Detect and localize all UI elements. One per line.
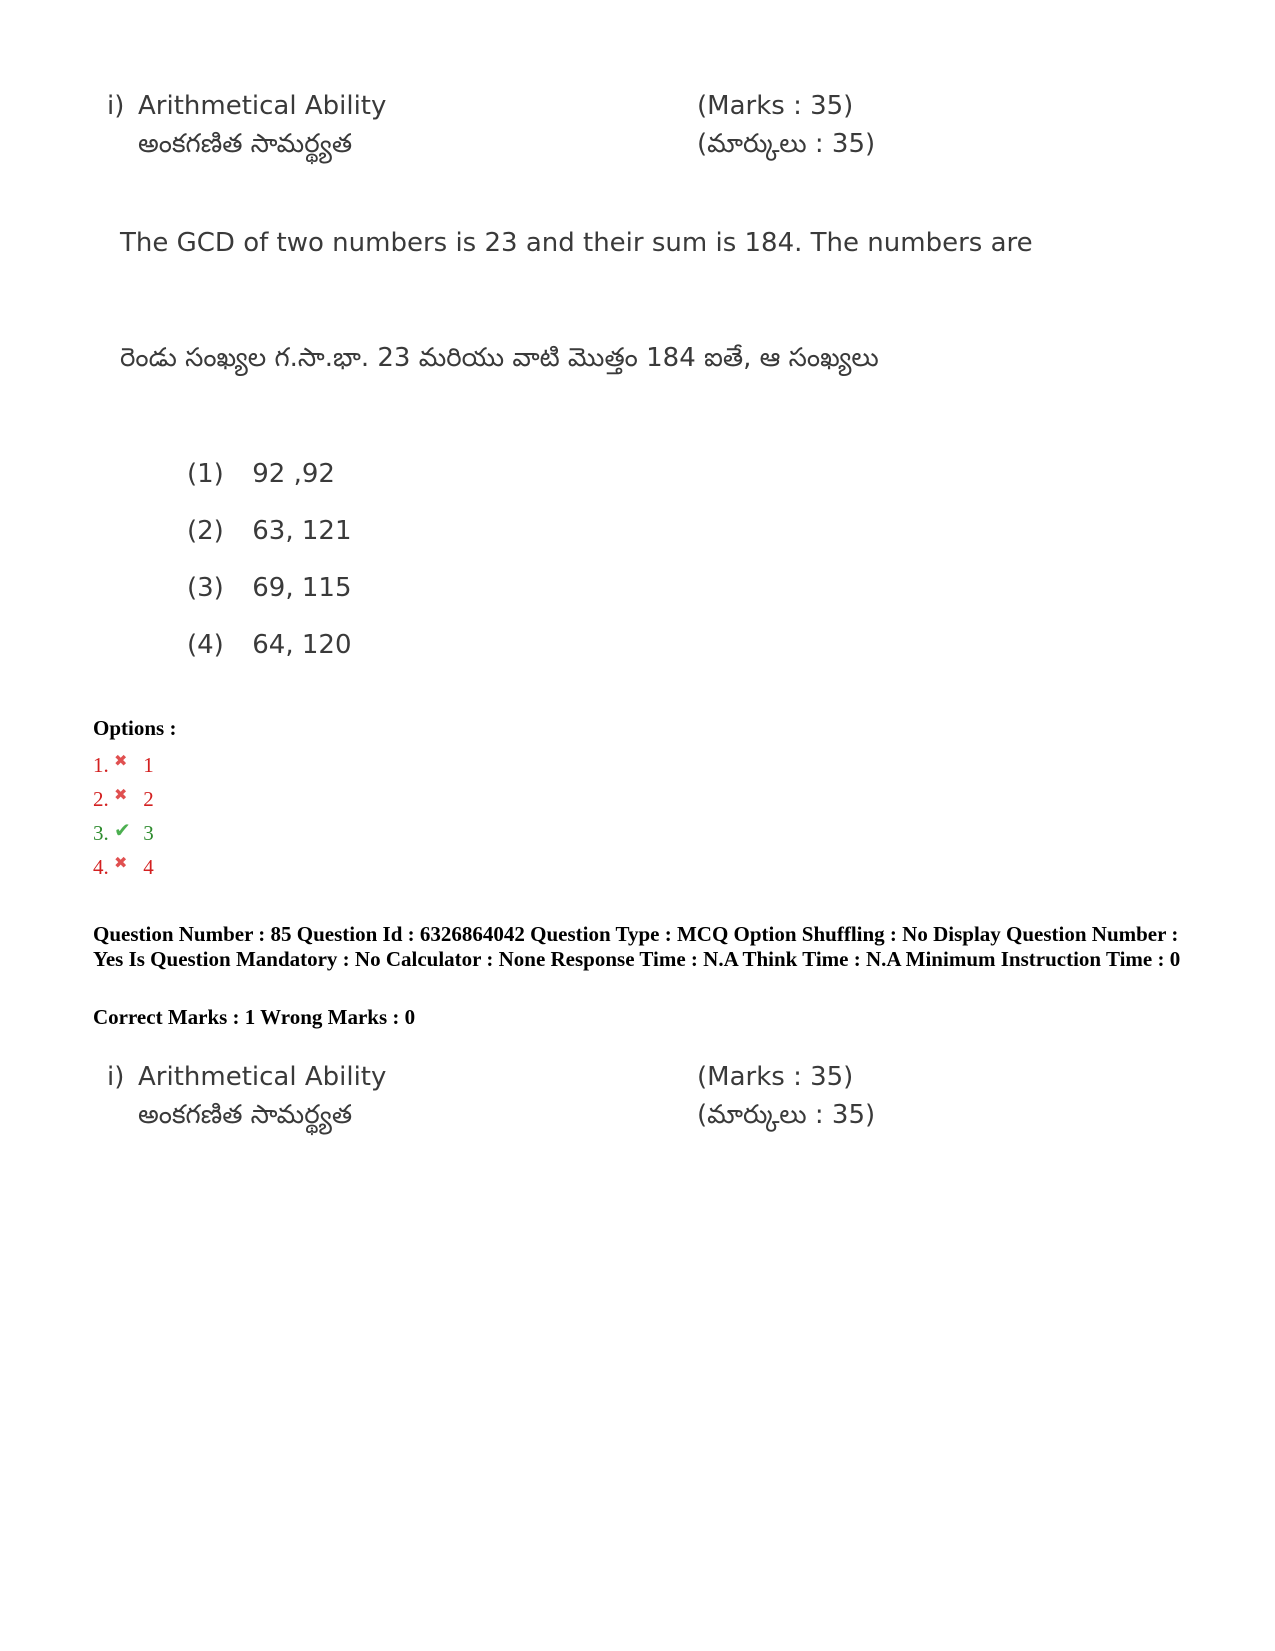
options-list (93, 748, 154, 884)
section-header-2 (107, 1058, 1107, 1134)
section-title-en: Arithmetical Ability (138, 91, 387, 121)
choice-text: 64, 120 (252, 630, 352, 660)
choice-number: (1) (187, 459, 224, 489)
section-title-en: Arithmetical Ability (138, 1062, 387, 1092)
section-number: i) (107, 1062, 125, 1092)
section-title-te: అంకగణిత సామర్థ్యత (138, 1100, 353, 1130)
section-marks-en: (Marks : 35) (697, 1062, 854, 1092)
choice-item (187, 630, 352, 687)
section-number: i) (107, 91, 125, 121)
choice-text: 63, 121 (252, 516, 352, 546)
option-index: 4. (93, 855, 109, 879)
question-text-en: The GCD of two numbers is 23 and their sum is 184. The numbers are (120, 228, 1033, 258)
choice-number: (3) (187, 573, 224, 603)
cross-icon: ✖ (114, 855, 128, 872)
options-label: Options : (93, 716, 177, 740)
question-choices (187, 459, 352, 687)
cross-icon: ✖ (114, 753, 128, 770)
choice-number: (4) (187, 630, 224, 660)
option-value: 3 (143, 821, 154, 845)
choice-item (187, 573, 352, 630)
option-value: 4 (143, 855, 154, 879)
option-value: 2 (143, 787, 154, 811)
choice-text: 69, 115 (252, 573, 352, 603)
section-marks-te: (మార్కులు : 35) (697, 1100, 876, 1130)
option-item (93, 748, 154, 782)
option-index: 2. (93, 787, 109, 811)
check-icon: ✔ (114, 820, 131, 842)
choice-item (187, 516, 352, 573)
cross-icon: ✖ (114, 787, 128, 804)
marks-info: Correct Marks : 1 Wrong Marks : 0 (93, 1005, 416, 1029)
choice-number: (2) (187, 516, 224, 546)
section-marks-te: (మార్కులు : 35) (697, 129, 876, 159)
option-index: 3. (93, 821, 109, 845)
option-index: 1. (93, 753, 109, 777)
section-marks-en: (Marks : 35) (697, 91, 854, 121)
choice-text: 92 ,92 (252, 459, 335, 489)
choice-item (187, 459, 352, 516)
question-text-te: రెండు సంఖ్యల గ.సా.భా. 23 మరియు వాటి మొత్తం 184 ఐతే, ఆ సంఖ్యలు (120, 343, 879, 373)
option-item (93, 850, 154, 884)
section-header-1 (107, 87, 1107, 163)
section-title-te: అంకగణిత సామర్థ్యత (138, 129, 353, 159)
option-item (93, 782, 154, 816)
option-value: 1 (143, 753, 154, 777)
question-meta: Question Number : 85 Question Id : 6326864042 Question Type : MCQ Option Shuffling : No Display Question Number : Yes Is Question Mandatory : No Calculator : None Response Time : N.A Think Time : N.A Minimum Instruction Time : 0 (93, 922, 1181, 971)
option-item (93, 816, 154, 850)
